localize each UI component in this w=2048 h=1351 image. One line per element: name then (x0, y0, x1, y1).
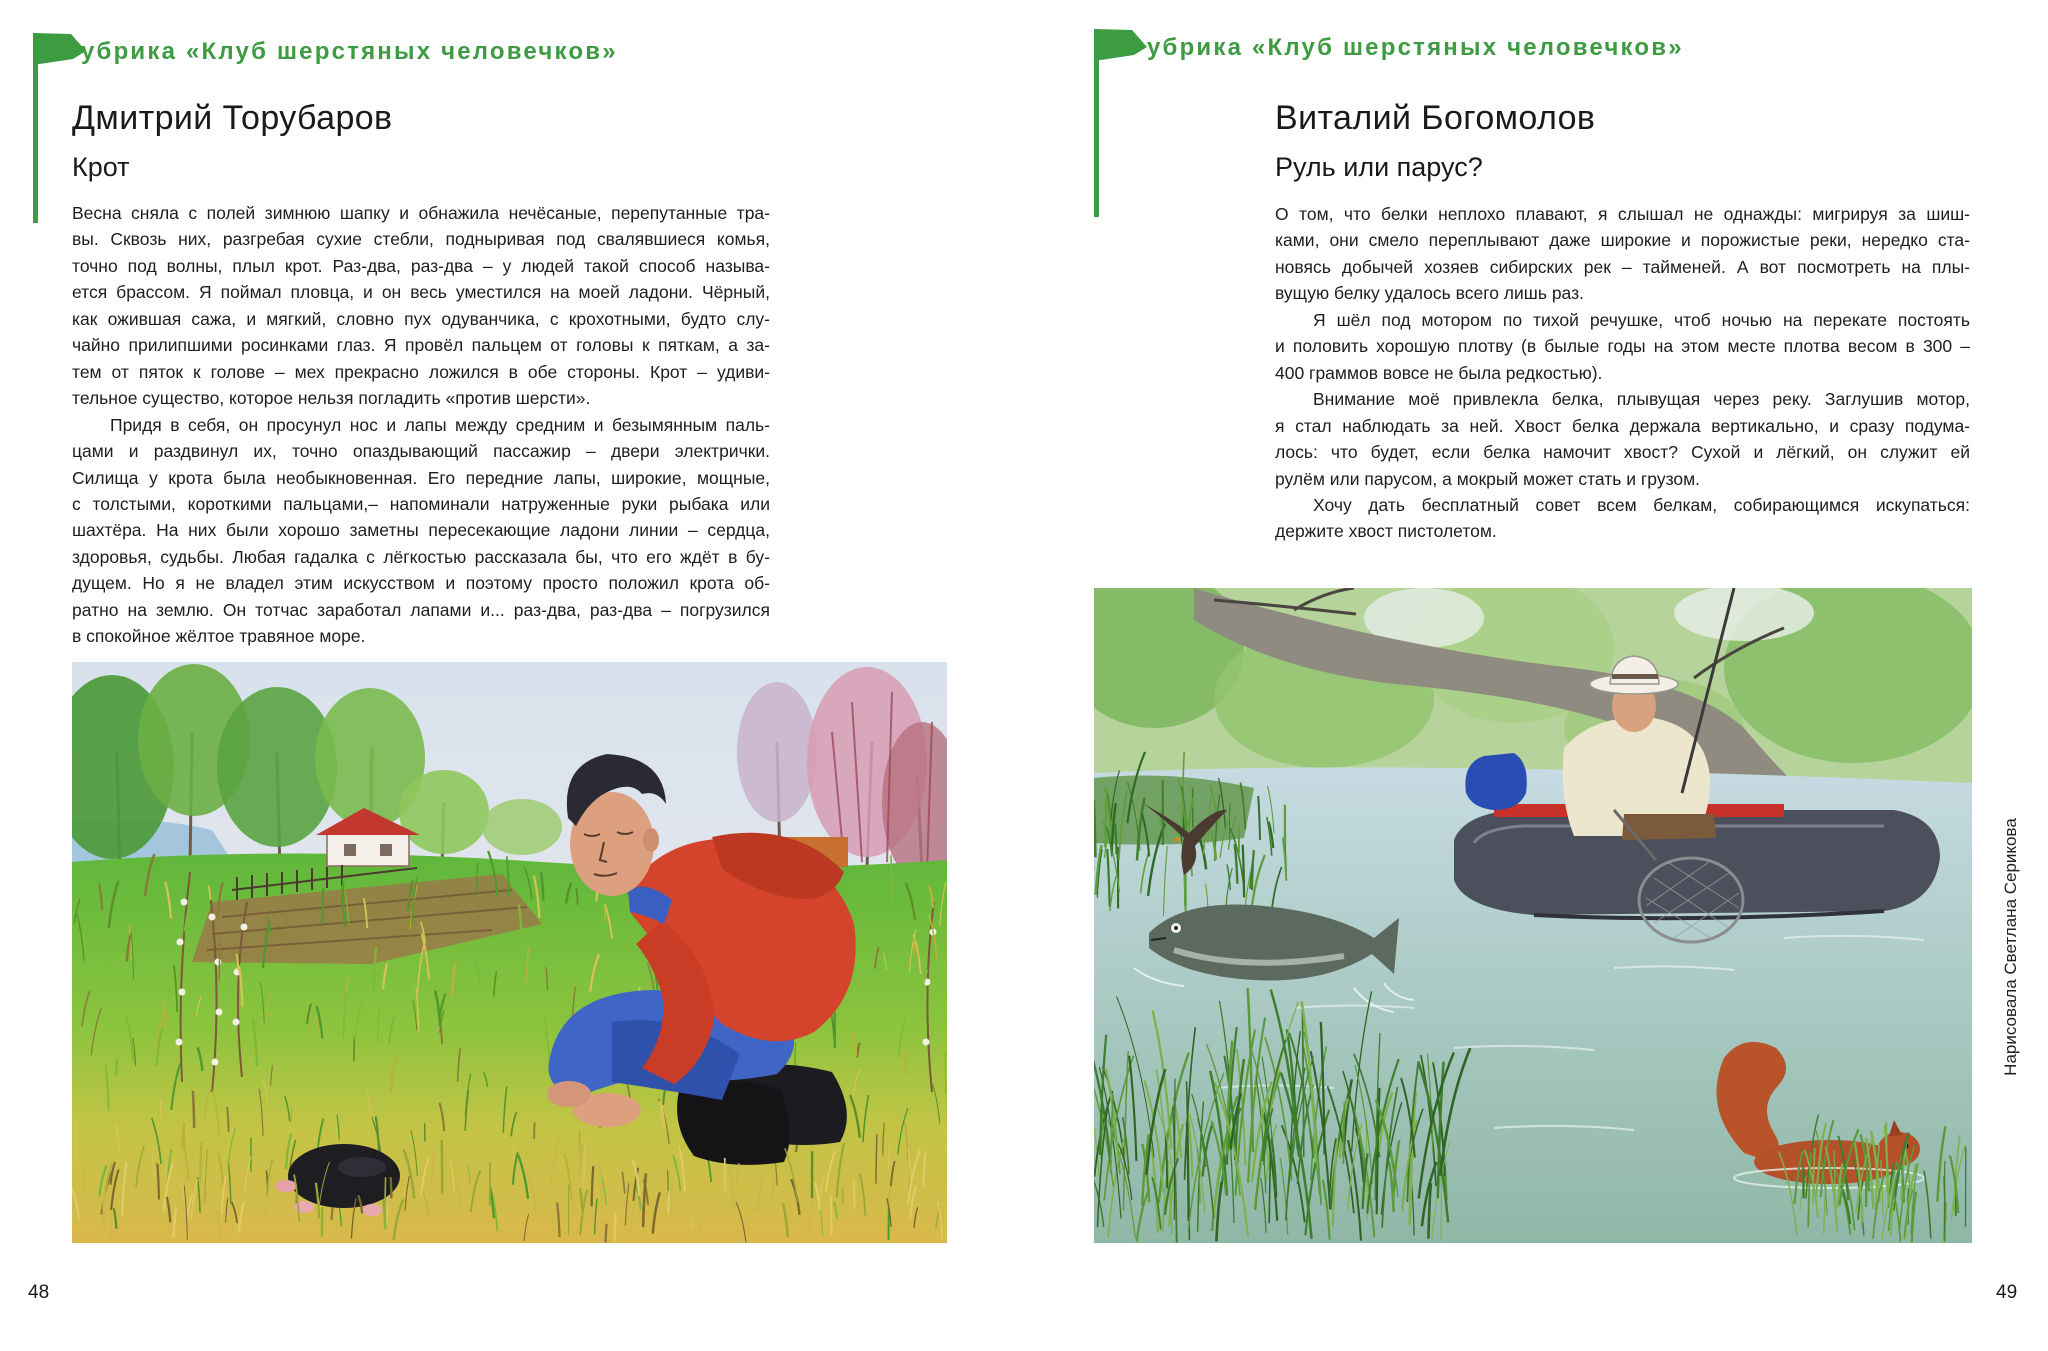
story-body (1275, 201, 1970, 545)
grass-blade (668, 1190, 669, 1213)
paragraph (72, 412, 770, 650)
grass-blade (391, 1177, 392, 1198)
rubric-header: убрика «Клуб шерстяных человечков» (1147, 34, 1684, 61)
text-line: точно под волны, плыл крот. Раз-два, раз-два – у людей такой способ называ- (72, 255, 770, 276)
text-line: дущем. Но я не владел этим искусством и поэтому просто положил крота об- (72, 573, 770, 594)
story-title: Крот (72, 152, 130, 182)
grass-blade (342, 882, 343, 908)
paragraph (1275, 492, 1970, 545)
text-line: 400 граммов вовсе не была редкостью). (1275, 362, 1603, 383)
grass-blade (1243, 845, 1244, 898)
paragraph (72, 200, 770, 412)
grass-blade (534, 1123, 535, 1140)
grass-blade (725, 1158, 726, 1191)
text-line: в спокойное жёлтое травяное море. (72, 626, 366, 647)
squirrel-illustration (1094, 588, 1972, 1243)
text-line: новясь добычей хозяев сибирских рек – тайменей. А вот посмотреть на плы- (1275, 256, 1970, 277)
text-line: чайно прилипшими росинками глаз. Я провёл пальцем от головы к пяткам, а за- (72, 335, 770, 356)
grass-blade (1229, 803, 1230, 839)
grass-blade (1944, 1161, 1945, 1239)
grass-blade (614, 1213, 615, 1241)
illustration-credit: Нарисовала Светлана Серикова (2001, 818, 2020, 1076)
paragraph (1275, 386, 1970, 492)
grass-blade (116, 1059, 117, 1076)
text-line: ками, они смело переплывают даже широкие и порожистые реки, нередко ста- (1275, 230, 1970, 251)
paragraph (1275, 201, 1970, 307)
text-line: я стал наблюдать за ней. Хвост белка держала вертикально, и сразу подума- (1275, 415, 1970, 436)
grass-blade (322, 888, 323, 924)
grass-blade (1174, 1079, 1175, 1220)
text-line: с толстыми, короткими пальцами,– напоминали натруженные руки рыбака или (72, 493, 770, 514)
ear (643, 828, 659, 852)
author-name: Виталий Богомолов (1275, 99, 1596, 137)
text-line: О том, что белки неплохо плавают, я слышал не однажды: мигрируя за шиш- (1275, 204, 1970, 224)
text-line: Внимание моё привлекла белка, плывущая через реку. Заглушив мотор, (1313, 389, 1970, 410)
grass-blade (661, 1101, 662, 1127)
hand (547, 1081, 591, 1107)
grass-blade (354, 1037, 355, 1062)
text-line: шахтёра. На них были хорошо заметны пересекающие ладони линии – сердца, (72, 520, 770, 541)
text-line: тельное существо, которое нельзя погладить «против шерсти». (72, 388, 591, 409)
grass-blade (606, 1224, 607, 1243)
grass-blade (945, 1052, 946, 1094)
grass-blade (84, 1166, 85, 1195)
grass-blade (1343, 1102, 1344, 1164)
grass-blade (442, 1140, 443, 1194)
text-line: вы. Сквозь них, разгребая сухие стебли, подныривая под свалявшиеся комья, (72, 229, 770, 250)
grass-blade (200, 1143, 201, 1183)
page-number: 49 (1996, 1282, 2018, 1303)
paragraph (1275, 307, 1970, 386)
text-line: ется брассом. Я поймал пловца, и он весь уместился на моей ладони. Чёрный, (72, 282, 770, 303)
grass-blade (842, 1187, 843, 1204)
text-line: Придя в себя, он просунул нос и лапы между средним и безымянным паль- (110, 414, 770, 435)
blue-motor (1465, 753, 1526, 810)
text-line: ратно на землю. Он тотчас заработал лапами и... раз-два, раз-два – погрузился (72, 599, 770, 620)
text-line: цами и раздвинул их, точно опаздывающий пассажир – двери электрички. (72, 441, 770, 462)
story-title: Руль или парус? (1275, 152, 1483, 182)
grass-blade (1094, 800, 1095, 857)
text-line: лось: что будет, если белка намочит хвост? Сухой и лёгкий, он служит ей (1275, 442, 1970, 463)
text-line: Я шёл под мотором по тихой речушке, чтоб ночью на перекате постоять (1313, 309, 1970, 330)
grass-blade (905, 1050, 906, 1074)
text-line: Силища у крота была необыкновенная. Его передние лапы, широкие, мощные, (72, 467, 770, 488)
green-flag-icon (1094, 29, 1150, 217)
grass-blade (854, 1181, 855, 1209)
text-line: Весна сняла с полей зимнюю шапку и обнажила нечёсаные, перепутанные тра- (72, 203, 770, 223)
grass-blade (1886, 1122, 1887, 1192)
grass-blade (385, 1177, 386, 1219)
grass-blade (193, 1091, 194, 1128)
grass-blade (1115, 824, 1116, 855)
text-line: вущую белку удалось всего лишь раз. (1275, 283, 1584, 304)
grass-blade (891, 855, 892, 902)
grass-blade (672, 1176, 673, 1216)
text-line: Хочу дать бесплатный совет всем белкам, собирающимся искупаться: (1313, 494, 1970, 515)
story-body (72, 200, 770, 650)
rubric-header: убрика «Клуб шерстяных человечков» (81, 38, 618, 65)
author-name: Дмитрий Торубаров (72, 99, 393, 137)
grass-blade (387, 1204, 388, 1222)
page-number: 48 (28, 1282, 50, 1303)
mole-paw (362, 1204, 382, 1216)
grass-blade (773, 1176, 774, 1201)
text-line: рулём или парусом, а мокрый может стать и грузом. (1275, 468, 1701, 489)
text-line: здоровья, судьбы. Любая гадалка с лёгкостью рассказала бы, что его ждёт в бу- (72, 546, 770, 567)
grass-blade (1105, 795, 1106, 847)
grass-blade (166, 1161, 167, 1179)
mole-snout (275, 1180, 297, 1192)
text-line: держите хвост пистолетом. (1275, 521, 1497, 542)
grass-blade (1441, 1169, 1442, 1240)
text-line: и половить хорошую плотву (в былые годы на этом месте плотва весом в 300 – (1275, 336, 1970, 357)
mole-illustration (72, 662, 947, 1243)
text-line: тем от пяток к голове – мех прекрасно ложился в обе стороны. Крот – удиви- (72, 361, 770, 382)
text-line: как ожившая сажа, и мягкий, словно пух одуванчика, с крохотными, будто слу- (72, 308, 770, 329)
